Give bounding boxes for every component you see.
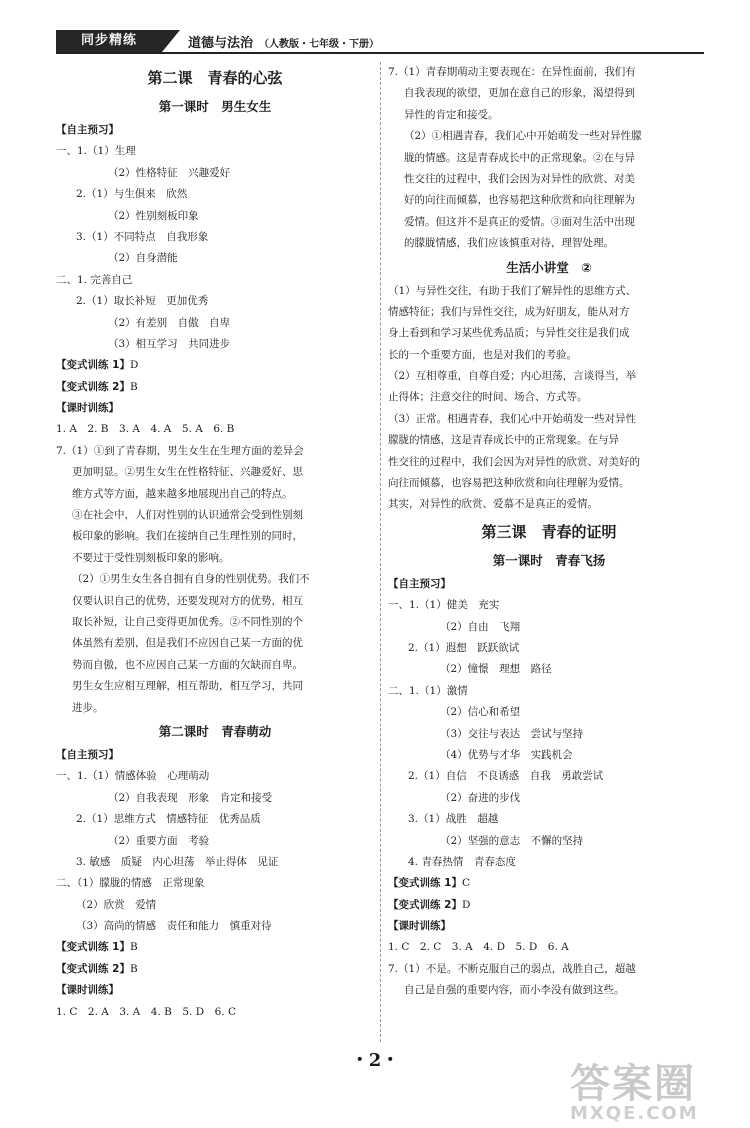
answer-line: 2.（1）思维方式 情感特征 优秀品质 [76, 813, 261, 826]
edition-label: （人教版・七年级・下册） [259, 39, 380, 50]
answer-line: 7.（1）不是。不断克服自己的弱点，战胜自己，超越 [388, 962, 636, 975]
answer-line: 好的向往而倾慕，也容易把这种欣赏和向往理解为 [404, 194, 635, 207]
running-header [56, 30, 704, 54]
answer-line [56, 377, 374, 398]
section-label: 【自主预习】 [56, 748, 119, 761]
answer-line: 1. C 2. A 3. A 4. B 5. D 6. C [56, 1005, 237, 1018]
answer-line: 2.（1）与生俱来 欣然 [76, 188, 188, 201]
answer-line [56, 937, 374, 958]
answer-line: （2）奋进的步伐 [440, 791, 521, 804]
answer-line: 板印象的影响。我们在接纳自己生理性别的同时， [72, 530, 303, 543]
answer-line: 3.（1）不同特点 自我形象 [76, 230, 209, 243]
page-number: ・2・ [350, 1050, 400, 1071]
answer-line: 自己是自强的重要内容，而小李没有做到这些。 [404, 984, 625, 997]
answer-line: 的朦胧情感，我们应该慎重对待，理智处理。 [404, 237, 614, 250]
lesson-title: 第三课 青春的证明 [481, 522, 617, 541]
answer-line: 一、1.（1）健美 充实 [388, 599, 500, 612]
answer-line: 3.（1）战胜 超越 [408, 813, 499, 826]
answer-line: 胧的情感。这是青春成长中的正常现象。②在与异 [404, 151, 635, 164]
lesson-title: 第二课 青春的心弦 [147, 69, 283, 87]
answer-line: （2）憧憬 理想 路径 [440, 663, 552, 676]
answer-value: D [129, 359, 139, 372]
answer-line: （2）信心和希望 [440, 706, 521, 719]
answer-line: （2）性格特征 兴趣爱好 [108, 166, 231, 179]
answer-line: 身上看到和学习某些优秀品质；与异性交往是我们成 [388, 327, 630, 340]
answer-line: 2.（1）自信 不良诱惑 自我 勇敢尝试 [408, 770, 604, 783]
answer-line: （2）自身潜能 [108, 252, 178, 265]
answer-line: 朦胧的情感，这是青春成长中的正常现象。在与异 [388, 434, 619, 447]
section-label: 【变式训练 2】 [56, 962, 130, 975]
answer-line: 性交往的过程中，我们会因为对异性的欣赏、对美好的 [388, 455, 640, 468]
left-column [56, 62, 374, 1023]
answer-line: 异性的肯定和接受。 [404, 108, 499, 121]
answer-line: 7.（1）①到了青春期，男生女生在生理方面的差异会 [56, 444, 304, 457]
answer-value: C [461, 877, 471, 890]
answer-line: （2）性别刻板印象 [108, 209, 199, 222]
answer-line: ③在社会中，人们对性别的认识通常会受到性别刻 [72, 509, 303, 522]
answer-line [56, 959, 374, 980]
answer-line: （2）①男生女生各自拥有自身的性别优势。我们不 [72, 573, 310, 586]
answer-line: 维方式等方面，越来越多地展现出自己的特点。 [72, 487, 293, 500]
answer-line: 向往而倾慕，也容易把这种欣赏和向往理解为爱情。 [388, 477, 630, 490]
answer-line: 不要过于受性别刻板印象的影响。 [72, 551, 230, 564]
answer-line: 1. C 2. C 3. A 4. D 5. D 6. A [388, 941, 569, 954]
answer-line: （3）高尚的情感 责任和能力 慎重对待 [76, 920, 272, 933]
answer-line: 4. 青春热情 青春态度 [408, 855, 516, 868]
answer-line: 二、1.（1）激情 [388, 684, 468, 697]
section-label: 【自主预习】 [388, 577, 451, 590]
answer-line: 仅要认识自己的优势，还要发现对方的优势，相互 [72, 594, 303, 607]
subject-title [188, 32, 379, 51]
period-title: 第一课时 男生女生 [158, 99, 272, 114]
answer-line: （2）坚强的意志 不懈的坚持 [440, 834, 584, 847]
answer-line [388, 895, 710, 916]
right-column [388, 62, 710, 1002]
section-label: 【变式训练 1】 [56, 359, 130, 372]
answer-line: （2）重要方面 考验 [108, 834, 210, 847]
answer-line: 性交往的过程中，我们会因为对异性的欣赏、对美 [404, 172, 635, 185]
section-label: 【变式训练 2】 [388, 898, 462, 911]
section-label: 【课时训练】 [56, 402, 119, 415]
answer-line: （2）欣赏 爱情 [76, 898, 157, 911]
section-label: 【变式训练 1】 [56, 941, 130, 954]
answer-line: 进步。 [72, 701, 104, 714]
section-title: 生活小讲堂 ② [506, 259, 592, 275]
answer-line: （2）有差别 自傲 自卑 [108, 316, 231, 329]
answer-line: （2）互相尊重，自尊自爱；内心坦荡，言谈得当，举 [388, 370, 637, 383]
answer-value: D [461, 898, 471, 911]
column-divider [380, 62, 382, 1042]
answer-line: 势而自傲，也不应因自己某一方面的欠缺而自卑。 [72, 658, 303, 671]
section-label: 【课时训练】 [56, 984, 119, 997]
answer-line: （2）自由 飞翔 [440, 620, 521, 633]
answer-line: （3）相互学习 共同进步 [108, 337, 231, 350]
answer-line: 长的一个重要方面，也是对我们的考验。 [388, 348, 577, 361]
answer-line: 2.（1）遐想 跃跃欲试 [408, 641, 520, 654]
badge-arrow-shape [162, 30, 180, 52]
answer-line: （2）自我表现 形象 肯定和接受 [108, 791, 273, 804]
section-label: 【变式训练 1】 [388, 877, 462, 890]
answer-line [56, 355, 374, 376]
watermark-logo [570, 1052, 740, 1124]
answer-line: 2.（1）取长补短 更加优秀 [76, 295, 209, 308]
answer-line: （1）与异性交往，有助于我们了解异性的思维方式、 [388, 284, 637, 297]
answer-line: 3. 敏感 质疑 内心坦荡 举止得体 见证 [76, 855, 279, 868]
answer-line: 1. A 2. B 3. A 4. A 5. A 6. B [56, 423, 235, 436]
answer-line: 男生女生应相互理解，相互帮助，相互学习，共同 [72, 680, 303, 693]
watermark-url: MXQE.COM [570, 1103, 699, 1124]
answer-line: （2）①相遇青春，我们心中开始萌发一些对异性朦 [404, 130, 642, 143]
answer-line: 二、（1）朦胧的情感 正常现象 [56, 877, 205, 890]
answer-line: 一、1.（1）生理 [56, 145, 136, 158]
answer-value: B [129, 941, 138, 954]
period-title: 第二课时 青春萌动 [158, 723, 272, 739]
answer-line: 情感特征；我们与异性交往，成为好朋友，能从对方 [388, 305, 630, 318]
answer-line: 取长补短，让自己变得更加优秀。②不同性别的个 [72, 615, 303, 628]
answer-line: （3）交往与表达 尝试与坚持 [440, 727, 584, 740]
answer-value: B [129, 380, 138, 393]
subject-name: 道德与法治 [188, 36, 254, 51]
answer-line: 更加明显。②男生女生在性格特征、兴趣爱好、思 [72, 466, 303, 479]
answer-line: 爱情。但这并不是真正的爱情。③面对生活中出现 [404, 215, 635, 228]
answer-line: （3）正常。相遇青春，我们心中开始萌发一些对异性 [388, 412, 637, 425]
period-title: 第一课时 青春飞扬 [492, 552, 606, 568]
watermark-text: 答案圈 [570, 1061, 696, 1107]
answer-line: 7.（1）青春期萌动主要表现在：在异性面前，我们有 [388, 66, 636, 78]
answer-line: （4）优势与才华 实践机会 [440, 748, 573, 761]
series-badge: 同步精练 [56, 30, 162, 52]
answer-line: 止得体；注意交往的时间、场合、方式等。 [388, 391, 588, 404]
answer-line: 一、1.（1）情感体验 心理萌动 [56, 770, 210, 783]
answer-line: 二、1. 完善自己 [56, 273, 133, 286]
section-label: 【课时训练】 [388, 920, 451, 933]
answer-line [388, 873, 710, 894]
answer-line: 体虽然有差别，但是我们不应因自己某一方面的优 [72, 637, 303, 650]
section-label: 【自主预习】 [56, 124, 119, 136]
answer-line: 自我表现的欲望，更加在意自己的形象，渴望得到 [404, 87, 635, 100]
section-label: 【变式训练 2】 [56, 380, 130, 393]
answer-value: B [129, 962, 138, 975]
answer-line: 其实，对异性的欣赏、爱慕不是真正的爱情。 [388, 498, 598, 511]
